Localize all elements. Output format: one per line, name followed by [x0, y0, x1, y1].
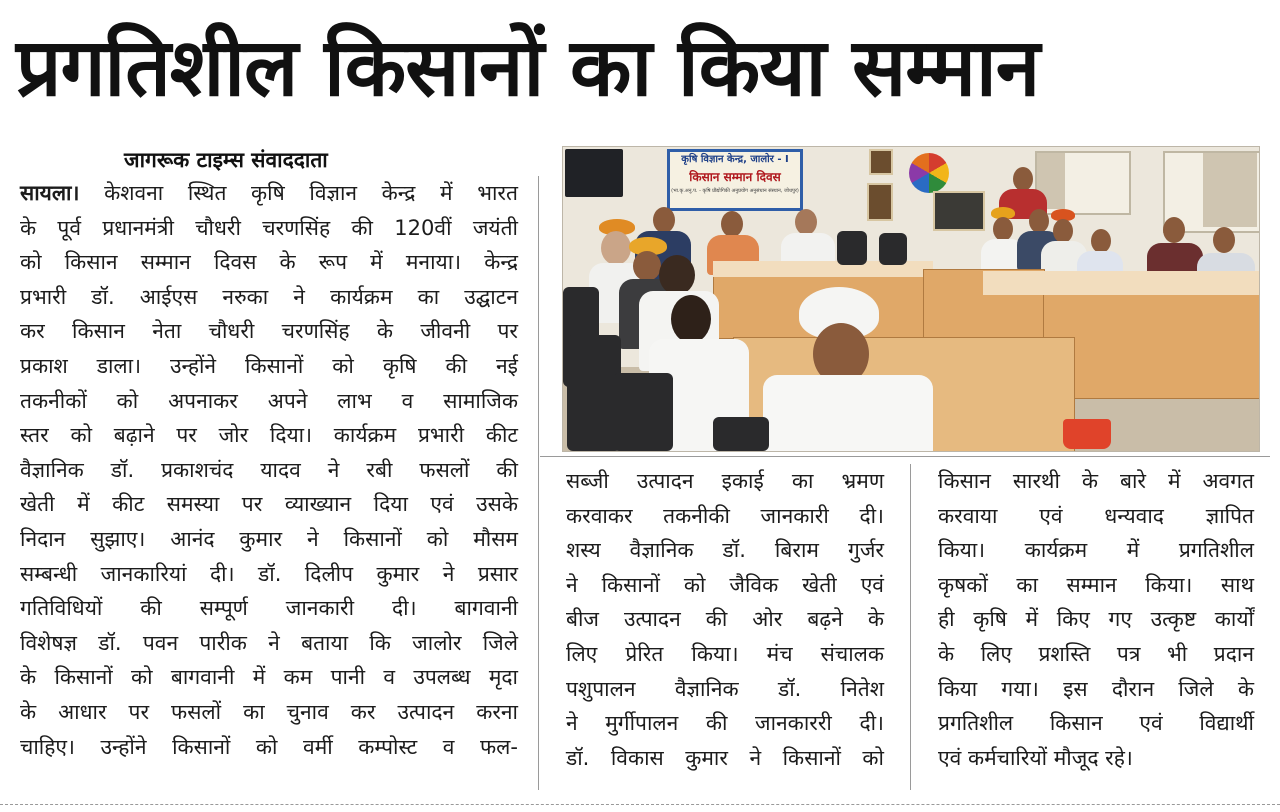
- column-line: विशेषज्ञ डॉ. पवन पारीक ने बताया कि जालोर जिले: [20, 630, 518, 655]
- column-line: चाहिए। उन्होंने किसानों को वर्मी कम्पोस्ट व फल-: [20, 734, 518, 759]
- column-line: पशुपालन वैज्ञानिक डॉ. नितेश: [566, 676, 884, 701]
- column-line: सम्बन्धी जानकारियां दी। डॉ. दिलीप कुमार ने प्रसार: [20, 561, 518, 586]
- column-line: गतिविधियों की सम्पूर्ण जानकारी दी। बागवानी: [20, 596, 518, 621]
- column-line: प्रकाश डाला। उन्होंने किसानों को कृषि की नई: [20, 353, 518, 378]
- wall-chart: [909, 153, 949, 193]
- column-line: ने मुर्गीपालन की जानकाररी दी।: [566, 711, 884, 736]
- article-headline: प्रगतिशील किसानों का किया सम्मान: [16, 21, 1040, 114]
- column-line: के आधार पर फसलों का चुनाव कर उत्पादन करना: [20, 699, 518, 724]
- column-line: शस्य वैज्ञानिक डॉ. बिराम गुर्जर: [566, 538, 884, 563]
- column-line: प्रभारी डॉ. आईएस नरुका ने कार्यक्रम का उद्घाटन: [20, 284, 518, 309]
- column-line: करवाकर तकनीकी जानकारी दी।: [566, 503, 884, 528]
- column-line: तकनीकों को अपनाकर अपने लाभ व सामाजिक: [20, 388, 518, 413]
- column-line: एवं कर्मचारियों मौजूद रहे।: [938, 745, 1133, 770]
- column-line: सब्जी उत्पादन इकाई का भ्रमण: [566, 469, 884, 493]
- column-line: स्तर को बढ़ाने पर जोर दिया। कार्यक्रम प्रभारी कीट: [20, 423, 518, 448]
- column-line: किया गया। इस दौरान जिले के: [938, 676, 1254, 701]
- column-line: लिए प्रेरित किया। मंच संचालक: [566, 641, 884, 666]
- banner-line-1: कृषि विज्ञान केन्द्र, जालोर - I: [681, 154, 789, 165]
- photo-bottom-rule: [540, 456, 1270, 457]
- dateline: सायला।: [20, 181, 80, 205]
- column-line: करवाया एवं धन्यवाद ज्ञापित: [938, 503, 1254, 528]
- article-column-1: [20, 176, 518, 764]
- column-line: सायला। केशवना स्थित कृषि विज्ञान केन्द्र में भारत: [20, 181, 518, 205]
- column-line: कृषकों का सम्मान किया। साथ: [938, 572, 1254, 597]
- column-line: ने किसानों को जैविक खेती एवं: [566, 572, 884, 597]
- tv-screen: [565, 149, 623, 197]
- red-bucket: [1063, 419, 1111, 449]
- banner-line-3: (भा.कृ.अनु.प. - कृषि प्रौद्योगिकी अनुप्रयोग अनुसंधान संस्थान, जोधपुर): [671, 188, 799, 194]
- event-banner: [667, 149, 803, 211]
- page-bottom-rule: [0, 804, 1280, 806]
- column-line: ही कृषि में किए गए उत्कृष्ट कार्यों: [938, 607, 1254, 632]
- column-line: किया। कार्यक्रम में प्रगतिशील: [938, 538, 1254, 563]
- event-photo: [562, 146, 1260, 452]
- column-line: के पूर्व प्रधानमंत्री चौधरी चरणसिंह की 120वीं जयंती: [20, 215, 518, 240]
- column-line: के किसानों को बागवानी में कम पानी व उपलब्ध मृदा: [20, 665, 518, 690]
- column-line: प्रगतिशील किसान एवं विद्यार्थी: [938, 711, 1254, 736]
- column-line: बीज उत्पादन की ओर बढ़ने के: [566, 607, 884, 632]
- column-line: के लिए प्रशस्ति पत्र भी प्रदान: [938, 641, 1254, 666]
- column-line: खेती में कीट समस्या पर व्याख्यान दिया एवं उसके: [20, 492, 518, 517]
- column-divider: [538, 176, 539, 790]
- column-line: किसान सारथी के बारे में अवगत: [938, 469, 1254, 493]
- column-divider: [910, 464, 911, 790]
- article-byline: जागरूक टाइम्स संवाददाता: [124, 148, 328, 172]
- column-line: डॉ. विकास कुमार ने किसानों को: [566, 745, 884, 770]
- column-line: निदान सुझाए। आनंद कुमार ने किसानों को मौसम: [20, 526, 518, 551]
- column-line: वैज्ञानिक डॉ. प्रकाशचंद यादव ने रबी फसलों की: [20, 457, 518, 482]
- banner-line-2: किसान सम्मान दिवस: [689, 170, 781, 184]
- column-line: को किसान सम्मान दिवस के रूप में मनाया। केन्द्र: [20, 250, 518, 275]
- column-line: कर किसान नेता चौधरी चरणसिंह के जीवनी पर: [20, 319, 518, 344]
- article-column-3: [938, 464, 1254, 775]
- article-column-2: [566, 464, 884, 775]
